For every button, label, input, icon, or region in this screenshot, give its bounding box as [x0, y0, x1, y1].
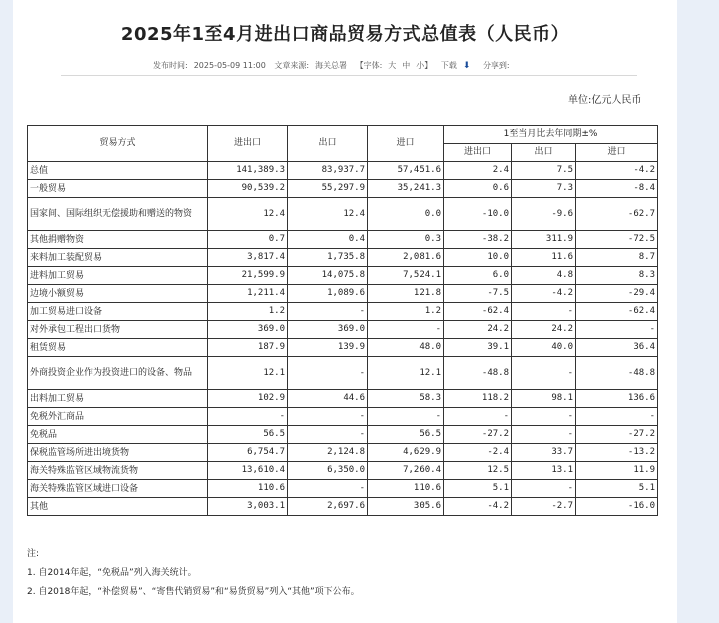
source-label: 文章来源:	[274, 61, 310, 70]
yoy-export-value: 98.1	[512, 390, 576, 408]
yoy-import-value: 36.4	[576, 339, 658, 357]
yoy-export-value: -	[512, 480, 576, 498]
export-value: 2,124.8	[288, 444, 368, 462]
trade-mode-name: 边境小额贸易	[28, 285, 208, 303]
yoy-total-value: 0.6	[444, 180, 512, 198]
export-value: -	[288, 480, 368, 498]
yoy-import-value: -	[576, 408, 658, 426]
import-value: 305.6	[368, 498, 444, 516]
table-row	[28, 267, 658, 285]
table-body	[28, 162, 658, 516]
table-row	[28, 357, 658, 390]
publish-label: 发布时间:	[153, 61, 188, 70]
export-value: -	[288, 426, 368, 444]
import-value: 2,081.6	[368, 249, 444, 267]
table-row	[28, 480, 658, 498]
total-value: 110.6	[208, 480, 288, 498]
yoy-export-value: 4.8	[512, 267, 576, 285]
header-total: 进出口	[208, 126, 288, 162]
notes-heading: 注:	[27, 549, 40, 559]
yoy-import-value: -72.5	[576, 231, 658, 249]
import-value: 58.3	[368, 390, 444, 408]
export-value: -	[288, 357, 368, 390]
download-link[interactable]: 下载	[440, 61, 457, 70]
yoy-export-value: -9.6	[512, 198, 576, 231]
export-value: 2,697.6	[288, 498, 368, 516]
import-value: 57,451.6	[368, 162, 444, 180]
trade-mode-name: 其他	[28, 498, 208, 516]
font-medium-link[interactable]: 中	[402, 61, 411, 70]
yoy-export-value: 11.6	[512, 249, 576, 267]
yoy-total-value: -2.4	[444, 444, 512, 462]
yoy-import-value: -16.0	[576, 498, 658, 516]
yoy-export-value: 24.2	[512, 321, 576, 339]
total-value: 141,389.3	[208, 162, 288, 180]
export-value: 6,350.0	[288, 462, 368, 480]
table-row	[28, 426, 658, 444]
total-value: 187.9	[208, 339, 288, 357]
yoy-total-value: -27.2	[444, 426, 512, 444]
yoy-total-value: -48.8	[444, 357, 512, 390]
export-value: 369.0	[288, 321, 368, 339]
table-row	[28, 249, 658, 267]
header-trade-mode: 贸易方式	[28, 126, 208, 162]
header-export: 出口	[288, 126, 368, 162]
trade-mode-name: 免税品	[28, 426, 208, 444]
yoy-export-value: 311.9	[512, 231, 576, 249]
yoy-import-value: -62.4	[576, 303, 658, 321]
total-value: 0.7	[208, 231, 288, 249]
total-value: 21,599.9	[208, 267, 288, 285]
source-name: 海关总署	[315, 61, 348, 70]
total-value: 1,211.4	[208, 285, 288, 303]
yoy-import-value: -8.4	[576, 180, 658, 198]
yoy-export-value: -	[512, 408, 576, 426]
import-value: 4,629.9	[368, 444, 444, 462]
import-value: -	[368, 408, 444, 426]
export-value: 83,937.7	[288, 162, 368, 180]
yoy-total-value: 2.4	[444, 162, 512, 180]
import-value: 35,241.3	[368, 180, 444, 198]
table-row	[28, 303, 658, 321]
export-value: -	[288, 408, 368, 426]
export-value: 139.9	[288, 339, 368, 357]
unit-label: 单位:亿元人民币	[568, 95, 642, 106]
trade-mode-name: 一般贸易	[28, 180, 208, 198]
table-row	[28, 231, 658, 249]
yoy-export-value: 7.3	[512, 180, 576, 198]
import-value: 110.6	[368, 480, 444, 498]
trade-mode-name: 其他捐赠物资	[28, 231, 208, 249]
yoy-import-value: 136.6	[576, 390, 658, 408]
total-value: 56.5	[208, 426, 288, 444]
yoy-import-value: -27.2	[576, 426, 658, 444]
yoy-import-value: 11.9	[576, 462, 658, 480]
footnotes	[27, 545, 360, 602]
yoy-import-value: -29.4	[576, 285, 658, 303]
table-row	[28, 339, 658, 357]
import-value: -	[368, 321, 444, 339]
yoy-total-value: 24.2	[444, 321, 512, 339]
export-value: 55,297.9	[288, 180, 368, 198]
export-value: 0.4	[288, 231, 368, 249]
yoy-export-value: -	[512, 357, 576, 390]
yoy-total-value: -10.0	[444, 198, 512, 231]
table-row	[28, 285, 658, 303]
table-row	[28, 162, 658, 180]
total-value: 13,610.4	[208, 462, 288, 480]
yoy-total-value: 12.5	[444, 462, 512, 480]
yoy-total-value: 5.1	[444, 480, 512, 498]
table-row	[28, 198, 658, 231]
header-yoy-total: 进出口	[444, 144, 512, 162]
header-yoy-import: 进口	[576, 144, 658, 162]
table-row	[28, 444, 658, 462]
trade-mode-name: 外商投资企业作为投资进口的设备、物品	[28, 357, 208, 390]
import-value: 12.1	[368, 357, 444, 390]
trade-mode-name: 总值	[28, 162, 208, 180]
import-value: 7,524.1	[368, 267, 444, 285]
trade-mode-name: 保税监管场所进出境货物	[28, 444, 208, 462]
note-item: 2. 自2018年起，“补偿贸易”、“寄售代销贸易”和“易货贸易”列入“其他”项下公布。	[27, 587, 360, 597]
trade-mode-name: 出料加工贸易	[28, 390, 208, 408]
divider	[61, 75, 637, 76]
yoy-total-value: -	[444, 408, 512, 426]
import-value: 1.2	[368, 303, 444, 321]
table-row	[28, 498, 658, 516]
yoy-import-value: -62.7	[576, 198, 658, 231]
total-value: 369.0	[208, 321, 288, 339]
header-yoy-export: 出口	[512, 144, 576, 162]
table-row	[28, 390, 658, 408]
article-meta	[153, 60, 516, 71]
table-row	[28, 462, 658, 480]
total-value: 90,539.2	[208, 180, 288, 198]
yoy-total-value: -4.2	[444, 498, 512, 516]
publish-time: 2025-05-09 11:00	[193, 61, 266, 70]
yoy-total-value: -62.4	[444, 303, 512, 321]
export-value: 12.4	[288, 198, 368, 231]
yoy-import-value: -13.2	[576, 444, 658, 462]
import-value: 7,260.4	[368, 462, 444, 480]
yoy-import-value: -4.2	[576, 162, 658, 180]
yoy-import-value: 8.7	[576, 249, 658, 267]
yoy-export-value: 40.0	[512, 339, 576, 357]
yoy-export-value: -2.7	[512, 498, 576, 516]
export-value: 1,735.8	[288, 249, 368, 267]
yoy-import-value: -	[576, 321, 658, 339]
note-item: 1. 自2014年起，“免税品”列入海关统计。	[27, 568, 197, 578]
total-value: 1.2	[208, 303, 288, 321]
total-value: 12.4	[208, 198, 288, 231]
yoy-export-value: 33.7	[512, 444, 576, 462]
total-value: 102.9	[208, 390, 288, 408]
yoy-total-value: 10.0	[444, 249, 512, 267]
yoy-import-value: 5.1	[576, 480, 658, 498]
yoy-export-value: -	[512, 426, 576, 444]
yoy-import-value: -48.8	[576, 357, 658, 390]
trade-mode-name: 租赁贸易	[28, 339, 208, 357]
font-small-link[interactable]: 小】	[416, 61, 433, 70]
header-yoy-group: 1至当月比去年同期±%	[444, 126, 658, 144]
total-value: -	[208, 408, 288, 426]
table-row	[28, 408, 658, 426]
trade-mode-name: 海关特殊监管区域物流货物	[28, 462, 208, 480]
trade-mode-name: 来料加工装配贸易	[28, 249, 208, 267]
total-value: 3,817.4	[208, 249, 288, 267]
import-value: 121.8	[368, 285, 444, 303]
yoy-import-value: 8.3	[576, 267, 658, 285]
trade-mode-name: 进料加工贸易	[28, 267, 208, 285]
share-label[interactable]: 分享到:	[482, 61, 510, 70]
trade-mode-name: 国家间、国际组织无偿援助和赠送的物资	[28, 198, 208, 231]
yoy-total-value: -38.2	[444, 231, 512, 249]
trade-mode-name: 海关特殊监管区域进口设备	[28, 480, 208, 498]
import-value: 0.0	[368, 198, 444, 231]
yoy-total-value: -7.5	[444, 285, 512, 303]
total-value: 12.1	[208, 357, 288, 390]
yoy-export-value: 13.1	[512, 462, 576, 480]
trade-mode-name: 对外承包工程出口货物	[28, 321, 208, 339]
import-value: 0.3	[368, 231, 444, 249]
table-row	[28, 180, 658, 198]
header-import: 进口	[368, 126, 444, 162]
export-value: 44.6	[288, 390, 368, 408]
import-value: 56.5	[368, 426, 444, 444]
yoy-export-value: -	[512, 303, 576, 321]
download-icon[interactable]: ⬇	[462, 61, 471, 71]
export-value: 1,089.6	[288, 285, 368, 303]
document-page	[13, 0, 677, 623]
yoy-total-value: 118.2	[444, 390, 512, 408]
yoy-export-value: 7.5	[512, 162, 576, 180]
total-value: 3,003.1	[208, 498, 288, 516]
yoy-export-value: -4.2	[512, 285, 576, 303]
font-size-label: 【字体:	[355, 61, 383, 70]
trade-mode-name: 加工贸易进口设备	[28, 303, 208, 321]
yoy-total-value: 39.1	[444, 339, 512, 357]
trade-mode-table	[27, 125, 658, 516]
export-value: -	[288, 303, 368, 321]
page-title: 2025年1至4月进出口商品贸易方式总值表（人民币）	[120, 24, 570, 45]
font-large-link[interactable]: 大	[388, 61, 397, 70]
total-value: 6,754.7	[208, 444, 288, 462]
import-value: 48.0	[368, 339, 444, 357]
export-value: 14,075.8	[288, 267, 368, 285]
yoy-total-value: 6.0	[444, 267, 512, 285]
trade-mode-name: 免税外汇商品	[28, 408, 208, 426]
table-row	[28, 321, 658, 339]
